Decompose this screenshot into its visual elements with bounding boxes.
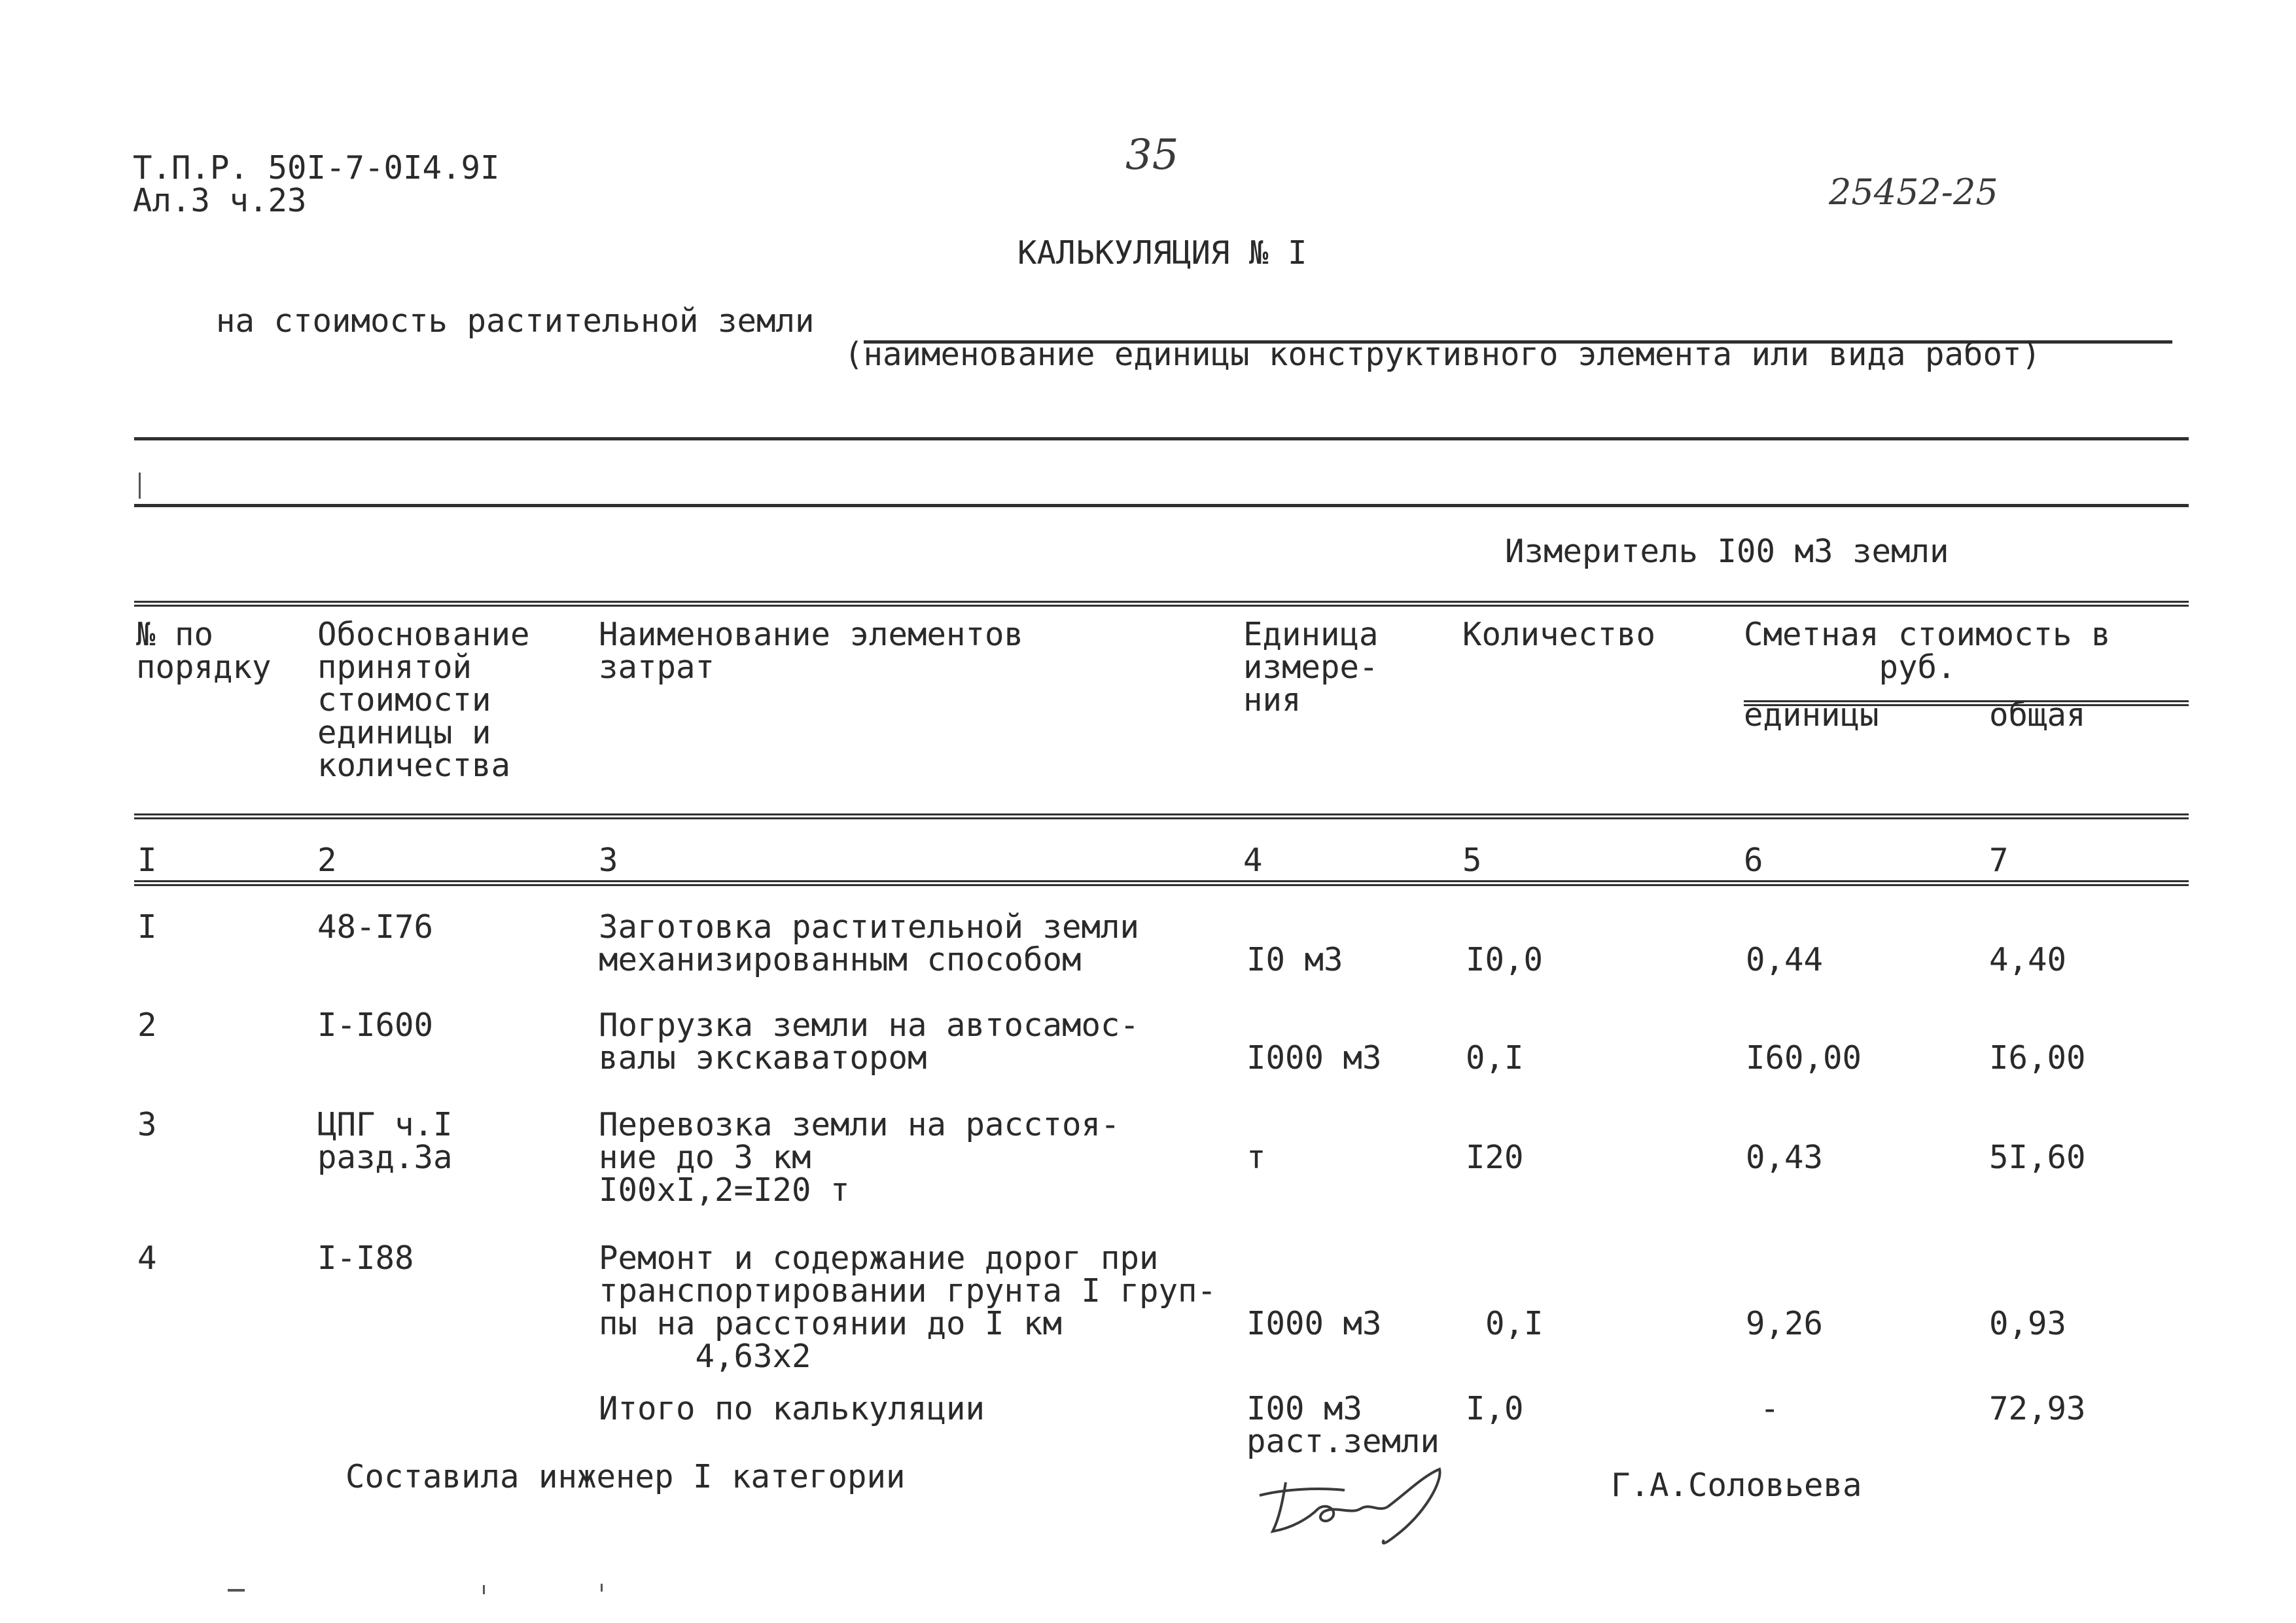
compiled-by: Составила инженер I категории — [345, 1458, 906, 1495]
column-number-1: I — [137, 842, 157, 879]
header-unit: Единица измере- ния — [1243, 616, 1379, 719]
row-1-unit-cost: 0,44 — [1746, 941, 1824, 978]
row-4-unit: I000 м3 — [1246, 1305, 1382, 1342]
document-title: КАЛЬКУЛЯЦИЯ № I — [1017, 234, 1307, 272]
row-2-basis: I-I600 — [317, 1007, 434, 1044]
header-estimated-cost: Сметная стоимость в руб. — [1744, 616, 2111, 686]
row-1-number: I — [137, 908, 157, 946]
total-amount: 72,93 — [1989, 1390, 2086, 1427]
row-3-unit-cost: 0,43 — [1746, 1139, 1824, 1176]
measurement-unit: Измеритель I00 м3 земли — [1505, 533, 1949, 570]
signer-name: Г.А.Соловьева — [1611, 1467, 1862, 1504]
scan-mark — [483, 1585, 485, 1594]
row-3-unit: т — [1246, 1139, 1266, 1176]
header-cost-element: Наименование элементов затрат — [599, 616, 1024, 686]
calculation-subject: на стоимость растительной земли — [216, 302, 815, 340]
header-quantity: Количество — [1462, 616, 1656, 653]
blank-line-2 — [134, 504, 2189, 507]
row-3-number: 3 — [137, 1106, 157, 1143]
row-3-basis: ЦПГ ч.I разд.3а — [317, 1106, 453, 1176]
row-2-number: 2 — [137, 1007, 157, 1044]
header-bottom-rule — [134, 813, 2189, 819]
column-number-3: 3 — [599, 842, 618, 879]
handwritten-signature — [1246, 1456, 1462, 1551]
row-2-name: Погрузка земли на автосамос- валы экскаватором — [599, 1007, 1140, 1077]
archive-number: 25452-25 — [1829, 171, 1998, 213]
column-number-7: 7 — [1989, 842, 2009, 879]
column-number-6: 6 — [1744, 842, 1763, 879]
row-3-quantity: I20 — [1466, 1139, 1524, 1176]
column-number-4: 4 — [1243, 842, 1263, 879]
scan-mark — [601, 1584, 603, 1592]
row-2-quantity: 0,I — [1466, 1039, 1524, 1077]
row-4-number: 4 — [137, 1240, 157, 1277]
table-top-rule — [134, 601, 2189, 607]
total-unit-cost: - — [1760, 1390, 1780, 1427]
row-4-total: 0,93 — [1989, 1305, 2067, 1342]
column-numbers-rule — [134, 880, 2189, 886]
subject-caption: (наименование единицы конструктивного элемента или вида работ) — [844, 336, 2041, 373]
column-number-2: 2 — [317, 842, 337, 879]
header-unit-cost: единицы — [1744, 696, 1879, 734]
row-1-quantity: I0,0 — [1466, 941, 1544, 978]
row-4-basis: I-I88 — [317, 1240, 414, 1277]
row-4-unit-cost: 9,26 — [1746, 1305, 1824, 1342]
row-3-total: 5I,60 — [1989, 1139, 2086, 1176]
row-4-quantity: 0,I — [1485, 1305, 1544, 1342]
header-row-number: № по порядку — [136, 616, 272, 686]
scan-mark — [228, 1589, 245, 1592]
row-3-name: Перевозка земли на расстоя- ние до 3 км I00xI,2=I20 т — [599, 1106, 1120, 1209]
row-1-unit: I0 м3 — [1246, 941, 1343, 978]
row-1-basis: 48-I76 — [317, 908, 434, 946]
total-quantity: I,0 — [1466, 1390, 1524, 1427]
blank-line-1 — [134, 437, 2189, 440]
page-number: 35 — [1125, 131, 1179, 179]
header-basis: Обоснование принятой стоимости единицы и количества — [317, 616, 530, 784]
column-number-5: 5 — [1462, 842, 1482, 879]
doc-code: Т.П.Р. 50I-7-0I4.9I — [133, 149, 500, 187]
row-2-total: I6,00 — [1989, 1039, 2086, 1077]
row-2-unit-cost: I60,00 — [1746, 1039, 1862, 1077]
row-2-unit: I000 м3 — [1246, 1039, 1382, 1077]
header-total-cost: общая — [1989, 696, 2086, 734]
row-1-total: 4,40 — [1989, 941, 2067, 978]
total-unit: I00 м3 раст.земли — [1246, 1390, 1440, 1460]
album-reference: Ал.3 ч.23 — [133, 182, 307, 219]
total-label: Итого по калькуляции — [599, 1390, 985, 1427]
row-1-name: Заготовка растительной земли механизированным способом — [599, 908, 1140, 978]
row-4-name: Ремонт и содержание дорог при транспортировании грунта I груп- пы на расстоянии до I км 4,63x2 — [599, 1240, 1217, 1375]
scan-mark — [139, 473, 141, 499]
